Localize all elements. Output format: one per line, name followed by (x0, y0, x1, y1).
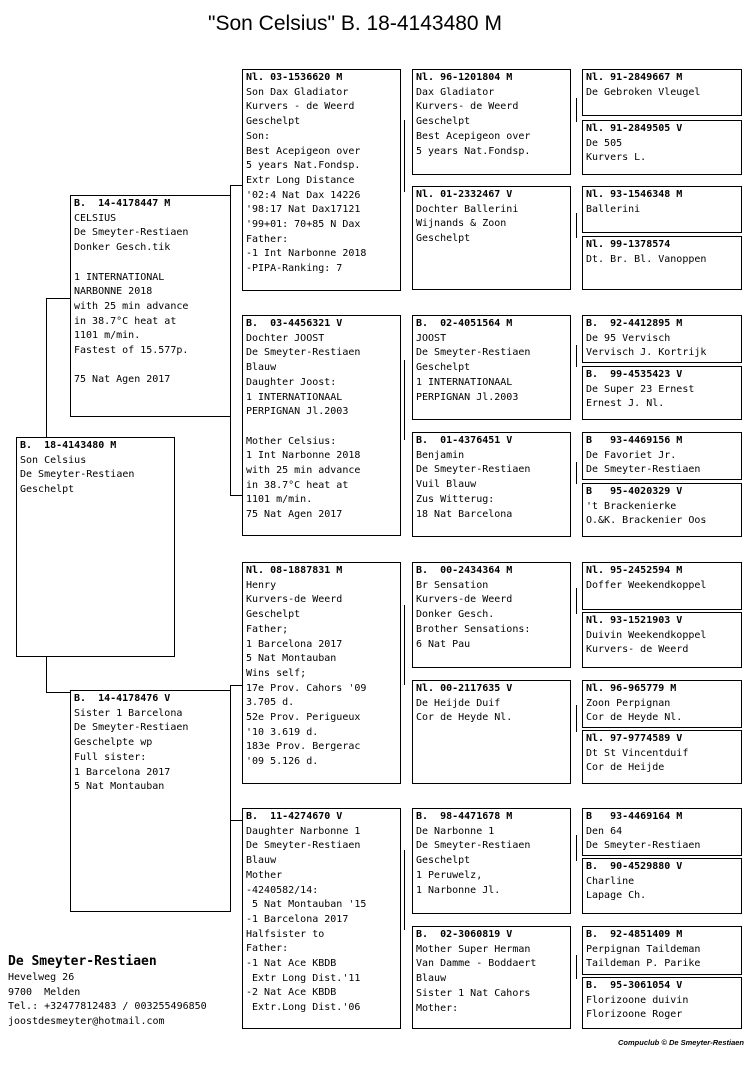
pigeon-info-line: 1 Barcelona 2017 (246, 638, 343, 650)
pigeon-info-line: '02:4 Nat Dax 14226 (246, 189, 361, 201)
pigeon-ring-number: Nl. 00-2117635 V (416, 683, 513, 694)
pigeon-info-line: 5 years Nat.Fondsp. (416, 145, 531, 157)
pigeon-info-line: 't Brackenierke (586, 500, 677, 512)
owner-block (8, 953, 207, 1030)
pigeon-info-line: 1 Int Narbonne 2018 (246, 450, 361, 462)
pigeon-info-line: 6 Nat Pau (416, 638, 471, 650)
pigeon-info-line: -PIPA-Ranking: 7 (246, 263, 343, 275)
pigeon-info-line: De 505 (586, 137, 623, 149)
pigeon-ring-number: Nl. 97-9774589 V (586, 733, 683, 744)
pedigree-box-gen4 (582, 730, 742, 784)
pigeon-info-line: Zus Witterug: (416, 493, 495, 505)
pigeon-info-line: Geschelpt (416, 855, 471, 867)
pigeon-info-line: Full sister: (74, 751, 147, 763)
pigeon-info-line: Kurvers-de Weerd (416, 594, 513, 606)
pigeon-info-line: Father: (246, 233, 289, 245)
pedigree-box-gen3 (412, 186, 571, 290)
pigeon-info-line: 1 INTERNATIONAL (74, 271, 165, 283)
pigeon-info-line: Mother: (416, 1002, 459, 1014)
pigeon-info-line: Kurvers L. (586, 152, 647, 164)
pigeon-info-line: '10 3.619 d. (246, 726, 319, 738)
owner-address: Hevelweg 26 (8, 972, 75, 983)
pigeon-info-line: '98:17 Nat Dax17121 (246, 204, 361, 216)
pigeon-info-line: Geschelpt (416, 116, 471, 128)
pigeon-ring-number: B 93-4469156 M (586, 435, 683, 446)
pigeon-info-line: Kurvers - de Weerd (246, 101, 355, 113)
connector-line (404, 360, 405, 440)
pigeon-info-line: Cor de Heyde Nl. (416, 712, 513, 724)
pedigree-box-gen2 (242, 69, 401, 291)
pigeon-info-line: Dt St Vincentduif (586, 747, 689, 759)
pigeon-info-line: De Smeyter-Restiaen (246, 840, 361, 852)
pedigree-box-gen3 (412, 432, 571, 537)
connector-line (230, 495, 242, 496)
pigeon-ring-number: B. 90-4529880 V (586, 861, 683, 872)
pigeon-info-line: 75 Nat Agen 2017 (74, 374, 171, 386)
pigeon-info-line: Br Sensation (416, 579, 489, 591)
pedigree-box-gen4 (582, 680, 742, 728)
pedigree-box-gen4 (582, 926, 742, 975)
pigeon-info-line: O.&K. Brackenier Oos (586, 515, 707, 527)
pigeon-ring-number: B. 01-4376451 V (416, 435, 513, 446)
pigeon-info-line: -4240582/14: (246, 884, 319, 896)
pigeon-info-line: Blauw (246, 855, 277, 867)
pigeon-info-line: Fastest of 15.577p. (74, 345, 189, 357)
connector-line (46, 298, 47, 438)
pigeon-info-line: Perpignan Taildeman (586, 943, 701, 955)
pigeon-ring-number: B. 95-3061054 V (586, 980, 683, 991)
pigeon-info-line: De 95 Vervisch (586, 332, 671, 344)
pigeon-info-line: -1 Nat Ace KBDB (246, 958, 337, 970)
pedigree-box-gen2 (242, 315, 401, 536)
pigeon-info-line: Mother Super Herman (416, 943, 531, 955)
pedigree-box-gen4 (582, 808, 742, 856)
pigeon-info-line: Ernest J. Nl. (586, 398, 665, 410)
connector-line (576, 98, 577, 122)
pigeon-info-line: 1 INTERNATIONAAL (416, 376, 513, 388)
pigeon-info-line: Dochter JOOST (246, 332, 325, 344)
pigeon-info-line: Kurvers- de Weerd (586, 644, 689, 656)
pigeon-info-line: Dt. Br. Bl. Vanoppen (586, 253, 707, 265)
pigeon-info-line: with 25 min advance (74, 300, 189, 312)
pigeon-info-line: Dax Gladiator (416, 86, 495, 98)
pigeon-info-line: Geschelpt (246, 609, 301, 621)
pigeon-info-line: NARBONNE 2018 (74, 286, 153, 298)
pigeon-info-line: Sister 1 Nat Cahors (416, 987, 531, 999)
pigeon-info-line: Blauw (246, 362, 277, 374)
pigeon-info-line: De Smeyter-Restiaen (416, 347, 531, 359)
pigeon-ring-number: B 93-4469164 M (586, 811, 683, 822)
pigeon-info-line: in 38.7°C heat at (74, 315, 177, 327)
pigeon-info-line (246, 420, 397, 435)
pigeon-info-line: 1 Barcelona 2017 (74, 766, 171, 778)
connector-line (576, 705, 577, 732)
connector-line (576, 462, 577, 484)
pedigree-box-gen2 (242, 808, 401, 1029)
pedigree-box-gen3 (412, 562, 571, 668)
pigeon-ring-number: B. 92-4851409 M (586, 929, 683, 940)
connector-line (230, 685, 242, 686)
pedigree-box-gen4 (582, 69, 742, 116)
pigeon-ring-number: B. 03-4456321 V (246, 318, 343, 329)
pigeon-ring-number: B. 11-4274670 V (246, 811, 343, 822)
pigeon-info-line: Best Acepigeon over (246, 145, 361, 157)
pigeon-info-line: Extr Long Dist.'11 (246, 972, 361, 984)
pigeon-info-line: 1 INTERNATIONAAL (246, 391, 343, 403)
connector-line (230, 185, 242, 186)
connector-line (46, 692, 71, 693)
owner-email: joostdesmeyter@hotmail.com (8, 1016, 165, 1028)
pigeon-info-line: De Smeyter-Restiaen (416, 464, 531, 476)
pedigree-box-gen3 (412, 926, 571, 1029)
pedigree-box-gen3 (412, 315, 571, 420)
pigeon-info-line: Best Acepigeon over (416, 130, 531, 142)
pigeon-info-line: Halfsister to (246, 928, 325, 940)
connector-line (230, 820, 242, 821)
pigeon-info-line: 3.705 d. (246, 697, 295, 709)
pigeon-info-line: 5 Nat Montauban (74, 781, 165, 793)
pigeon-info-line: Ballerini (586, 203, 641, 215)
pigeon-info-line: De Gebroken Vleugel (586, 86, 701, 98)
pigeon-info-line: De Smeyter-Restiaen (416, 840, 531, 852)
pigeon-info-line: 1101 m/min. (246, 494, 313, 506)
pigeon-info-line: Donker Gesch. (416, 609, 495, 621)
owner-name: De Smeyter-Restiaen (8, 954, 157, 969)
pigeon-info-line: Vervisch J. Kortrijk (586, 347, 707, 359)
pedigree-box-subject (16, 437, 175, 657)
pigeon-info-line: Dochter Ballerini (416, 203, 519, 215)
pigeon-info-line: De Super 23 Ernest (586, 383, 695, 395)
connector-line (576, 588, 577, 614)
pigeon-info-line: Sister 1 Barcelona (74, 707, 183, 719)
footer-credit: Compuclub © De Smeyter-Restiaen (618, 1038, 744, 1047)
pigeon-info-line: Geschelpt (416, 233, 471, 245)
pigeon-ring-number: B. 14-4178476 V (74, 693, 171, 704)
pigeon-info-line: 17e Prov. Cahors '09 (246, 682, 367, 694)
pigeon-info-line: Doffer Weekendkoppel (586, 579, 707, 591)
pigeon-info-line: Lapage Ch. (586, 890, 647, 902)
pigeon-ring-number: B. 99-4535423 V (586, 369, 683, 380)
pigeon-info-line: PERPIGNAN Jl.2003 (246, 406, 349, 418)
owner-phone: Tel.: +32477812483 / 003255496850 (8, 1001, 207, 1013)
pigeon-ring-number: Nl. 91-2849667 M (586, 72, 683, 83)
pedigree-box-gen3 (412, 808, 571, 914)
pigeon-info-line: 1 Peruwelz, (416, 869, 483, 881)
connector-line (576, 345, 577, 367)
pigeon-info-line: Kurvers- de Weerd (416, 101, 519, 113)
pigeon-info-line: -1 Barcelona 2017 (246, 913, 349, 925)
pigeon-info-line: Florizoone duivin (586, 994, 689, 1006)
connector-line (404, 850, 405, 930)
pigeon-info-line: De Smeyter-Restiaen (74, 227, 189, 239)
pigeon-info-line (74, 256, 227, 271)
pedigree-box-gen4 (582, 432, 742, 480)
pigeon-info-line: Vuil Blauw (416, 479, 477, 491)
pedigree-box-gen4 (582, 483, 742, 537)
pigeon-info-line: 183e Prov. Bergerac (246, 741, 361, 753)
pigeon-info-line: '99+01: 70+85 N Dax (246, 219, 361, 231)
pigeon-info-line: De Favoriet Jr. (586, 449, 677, 461)
pigeon-info-line: 1 Narbonne Jl. (416, 884, 501, 896)
pigeon-ring-number: B 95-4020329 V (586, 486, 683, 497)
pigeon-info-line: Daughter Joost: (246, 376, 337, 388)
pigeon-info-line: Son Celsius (20, 454, 87, 466)
connector-line (576, 213, 577, 238)
pigeon-info-line: 5 years Nat.Fondsp. (246, 160, 361, 172)
pigeon-info-line: Kurvers-de Weerd (246, 594, 343, 606)
pigeon-info-line: Daughter Narbonne 1 (246, 825, 361, 837)
connector-line (576, 835, 577, 861)
pedigree-box-gen3 (412, 69, 571, 175)
connector-line (576, 955, 577, 979)
pigeon-ring-number: Nl. 01-2332467 V (416, 189, 513, 200)
pedigree-box-gen4 (582, 366, 742, 420)
pigeon-info-line: Henry (246, 579, 277, 591)
pigeon-info-line: De Smeyter-Restiaen (246, 347, 361, 359)
pigeon-ring-number: Nl. 03-1536620 M (246, 72, 343, 83)
pigeon-info-line: Wins self; (246, 667, 307, 679)
pedigree-title: "Son Celsius" B. 18-4143480 M (208, 12, 502, 35)
pigeon-info-line: Mother (246, 869, 283, 881)
connector-line (404, 605, 405, 685)
pigeon-info-line: 1101 m/min. (74, 330, 141, 342)
pigeon-info-line: Den 64 (586, 825, 623, 837)
pigeon-ring-number: B. 18-4143480 M (20, 440, 117, 451)
pigeon-info-line: Brother Sensations: (416, 623, 531, 635)
pigeon-ring-number: Nl. 91-2849505 V (586, 123, 683, 134)
pedigree-box-sire (70, 195, 231, 417)
pigeon-info-line: 5 Nat Montauban '15 (246, 899, 367, 911)
pigeon-info-line: Geschelpt (20, 484, 75, 496)
pigeon-info-line: -1 Int Narbonne 2018 (246, 248, 367, 260)
pigeon-ring-number: Nl. 96-1201804 M (416, 72, 513, 83)
pigeon-info-line: Mother Celsius: (246, 435, 337, 447)
pigeon-info-line: Extr Long Distance (246, 174, 355, 186)
pigeon-info-line: CELSIUS (74, 212, 117, 224)
pigeon-ring-number: B. 02-4051564 M (416, 318, 513, 329)
pedigree-box-gen4 (582, 612, 742, 668)
pigeon-ring-number: B. 14-4178447 M (74, 198, 171, 209)
pigeon-info-line: Father: (246, 943, 289, 955)
owner-city: 9700 Melden (8, 986, 81, 998)
pigeon-ring-number: Nl. 95-2452594 M (586, 565, 683, 576)
pigeon-info-line: Duivin Weekendkoppel (586, 629, 707, 641)
pigeon-info-line: Florizoone Roger (586, 1009, 683, 1021)
pigeon-info-line: Benjamin (416, 449, 465, 461)
pigeon-info-line: De Narbonne 1 (416, 825, 495, 837)
pigeon-info-line: -2 Nat Ace KBDB (246, 987, 337, 999)
pigeon-info-line: Van Damme - Boddaert (416, 958, 537, 970)
pigeon-info-line: Wijnands & Zoon (416, 218, 507, 230)
pigeon-info-line: 18 Nat Barcelona (416, 508, 513, 520)
pigeon-ring-number: B. 92-4412895 M (586, 318, 683, 329)
pigeon-info-line: Cor de Heijde (586, 762, 665, 774)
pigeon-info-line: 5 Nat Montauban (246, 653, 337, 665)
pigeon-ring-number: Nl. 93-1521903 V (586, 615, 683, 626)
pigeon-info-line: Son Dax Gladiator (246, 86, 349, 98)
pigeon-info-line: Donker Gesch.tik (74, 242, 171, 254)
pigeon-info-line: Geschelpte wp (74, 737, 153, 749)
pigeon-info-line: '09 5.126 d. (246, 756, 319, 768)
connector-line (46, 655, 47, 693)
pigeon-info-line: PERPIGNAN Jl.2003 (416, 391, 519, 403)
pigeon-info-line: Blauw (416, 973, 447, 985)
pigeon-info-line (74, 359, 227, 374)
pedigree-box-dam (70, 690, 231, 912)
pigeon-info-line: Zoon Perpignan (586, 697, 671, 709)
pedigree-box-gen4 (582, 977, 742, 1029)
pigeon-ring-number: Nl. 93-1546348 M (586, 189, 683, 200)
pigeon-info-line: 52e Prov. Perigueux (246, 712, 361, 724)
pigeon-info-line: Cor de Heyde Nl. (586, 712, 683, 724)
pigeon-ring-number: Nl. 99-1378574 (586, 239, 671, 250)
pigeon-info-line: De Heijde Duif (416, 697, 501, 709)
pigeon-info-line: JOOST (416, 332, 447, 344)
pigeon-info-line: De Smeyter-Restiaen (586, 840, 701, 852)
pigeon-info-line: Extr.Long Dist.'06 (246, 1002, 361, 1014)
pigeon-info-line: with 25 min advance (246, 465, 361, 477)
pigeon-info-line: Charline (586, 875, 635, 887)
connector-line (404, 120, 405, 192)
pigeon-info-line: De Smeyter-Restiaen (586, 464, 701, 476)
pigeon-ring-number: B. 00-2434364 M (416, 565, 513, 576)
pigeon-ring-number: B. 98-4471678 M (416, 811, 513, 822)
pedigree-box-gen4 (582, 315, 742, 363)
pedigree-box-gen4 (582, 858, 742, 914)
pigeon-info-line: Geschelpt (246, 116, 301, 128)
pigeon-ring-number: Nl. 08-1887831 M (246, 565, 343, 576)
pigeon-info-line: De Smeyter-Restiaen (20, 469, 135, 481)
pedigree-box-gen4 (582, 120, 742, 175)
pigeon-ring-number: B. 02-3060819 V (416, 929, 513, 940)
pigeon-info-line: De Smeyter-Restiaen (74, 722, 189, 734)
connector-line (46, 298, 71, 299)
pigeon-info-line: Taildeman P. Parike (586, 958, 701, 970)
pedigree-box-gen2 (242, 562, 401, 784)
pigeon-info-line: Son: (246, 130, 271, 142)
pigeon-info-line: 75 Nat Agen 2017 (246, 509, 343, 521)
pedigree-box-gen4 (582, 562, 742, 610)
pedigree-box-gen4 (582, 236, 742, 290)
pigeon-info-line: Father; (246, 623, 289, 635)
pedigree-box-gen4 (582, 186, 742, 233)
pigeon-info-line: Geschelpt (416, 362, 471, 374)
pigeon-ring-number: Nl. 96-965779 M (586, 683, 677, 694)
pedigree-box-gen3 (412, 680, 571, 784)
pigeon-info-line: in 38.7°C heat at (246, 479, 349, 491)
